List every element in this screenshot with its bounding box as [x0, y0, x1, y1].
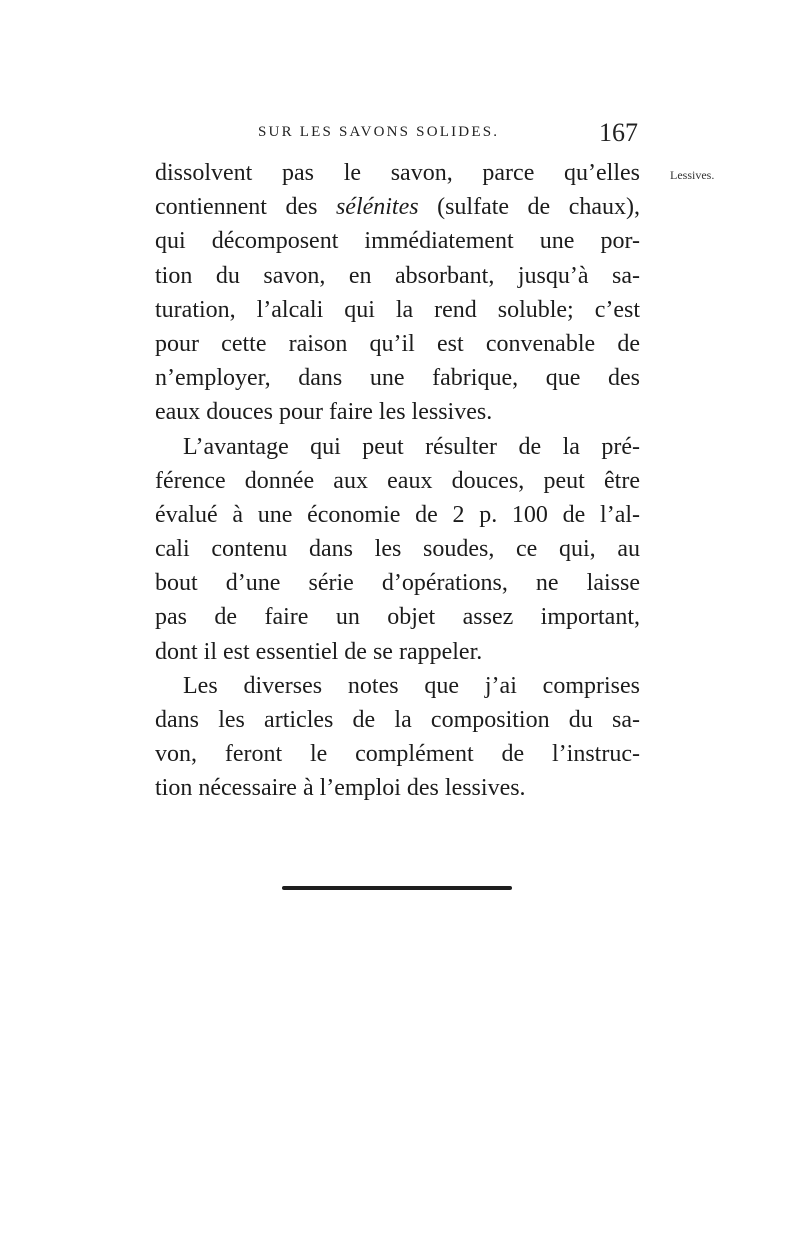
text-fragment: contiennent des: [155, 194, 336, 221]
text-line: pas de faire un objet assez important,: [155, 604, 640, 631]
text-line: pour cette raison qu’il est convenable de: [155, 330, 640, 357]
text-line: tion du savon, en absorbant, jusqu’à sa-: [155, 262, 640, 289]
text-line: évalué à une économie de 2 p. 100 de l’al-: [155, 501, 640, 528]
text-line: L’avantage qui peut résulter de la pré-: [183, 433, 640, 460]
body-text: [155, 156, 640, 806]
text-line: tion nécessaire à l’emploi des lessives.: [155, 775, 526, 802]
text-line: von, feront le complément de l’instruc-: [155, 741, 640, 768]
text-line: eaux douces pour faire les lessives.: [155, 399, 493, 426]
text-fragment: (sulfate de chaux),: [437, 194, 641, 221]
marginal-note: Lessives.: [670, 168, 715, 182]
text-line: n’employer, dans une fabrique, que des: [155, 365, 640, 392]
text-line: dont il est essentiel de se rappeler.: [155, 638, 483, 665]
text-line: dans les articles de la composition du sa-: [155, 707, 640, 733]
running-head: [258, 118, 638, 154]
text-line: dissolvent pas le savon, parce qu’elles: [155, 160, 640, 186]
text-line: [155, 190, 640, 224]
text-line: bout d’une série d’opérations, ne laisse: [155, 570, 640, 597]
text-line: qui décomposent immédiatement une por-: [155, 228, 640, 255]
text-line: Les diverses notes que j’ai comprises: [183, 672, 640, 699]
running-title: SUR LES SAVONS SOLIDES.: [258, 124, 500, 140]
page-number: 167: [599, 118, 638, 147]
italic-term: sélénites: [335, 194, 419, 221]
text-line: cali contenu dans les soudes, ce qui, au: [155, 536, 640, 563]
text-line: turation, l’alcali qui la rend soluble; c’est: [155, 296, 640, 323]
text-line: férence donnée aux eaux douces, peut être: [155, 467, 640, 494]
end-rule-divider: [282, 886, 512, 890]
